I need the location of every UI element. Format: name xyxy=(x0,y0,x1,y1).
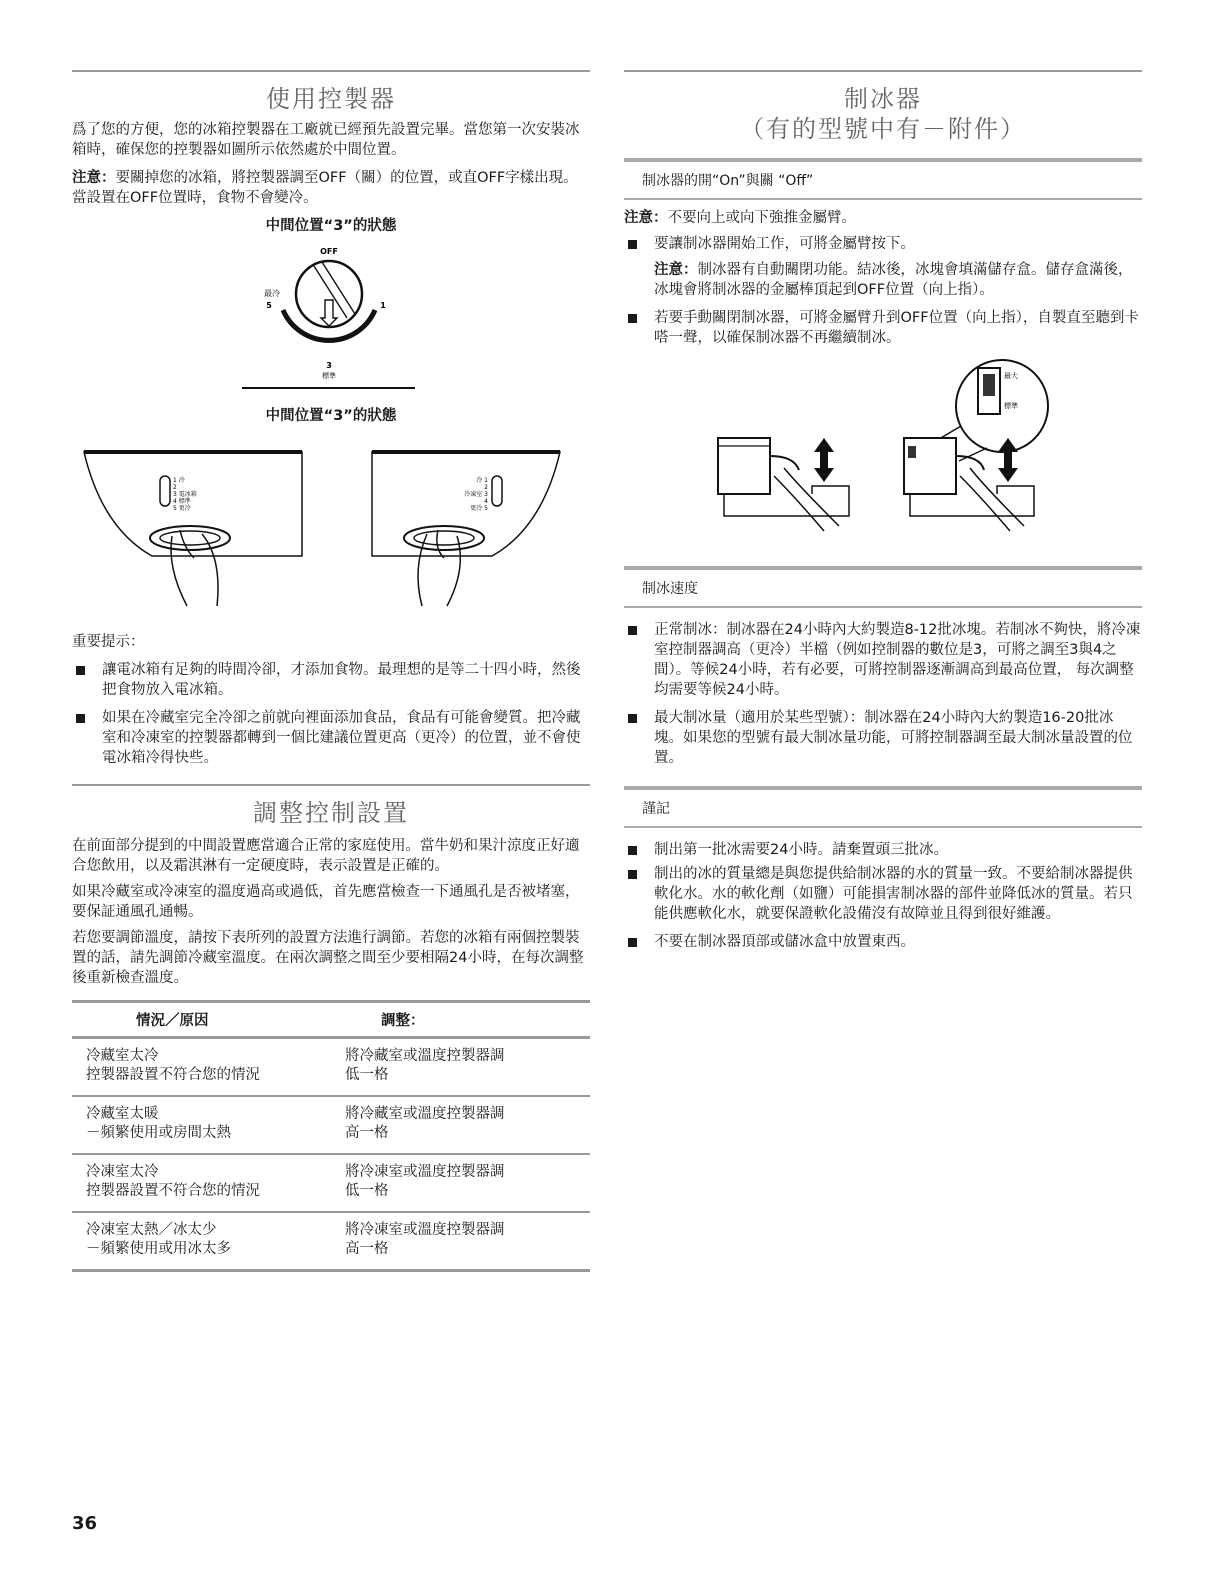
note-text: 制冰器有自動關閉功能。結冰後，冰塊會填滿儲存盒。儲存盒滿後，冰塊會將制冰器的金屬棒頂起到OFF位置（向上指）。 xyxy=(654,262,1133,298)
panel-right-line-4: 4 xyxy=(484,498,488,505)
on-off-item-note xyxy=(654,260,1142,300)
panel-left-line-5: 5 更冷 xyxy=(173,505,191,512)
remember-list xyxy=(624,840,1142,952)
warning-label: 注意： xyxy=(624,210,668,226)
table-cell-adjust: 將冷凍室或溫度控製器調 高一格 xyxy=(331,1212,590,1271)
figure-caption-panel: 中間位置“3”的狀態 xyxy=(265,408,397,424)
subheading-remember: 謹記 xyxy=(624,786,1142,828)
section-title-icemaker: 制冰器 xyxy=(844,85,922,113)
figure-caption-dial: 中間位置“3”的狀態 xyxy=(265,218,397,234)
table-cell-condition: 冷藏室太冷 控製器設置不符合您的情況 xyxy=(72,1038,331,1097)
dial-std-label: 標準 xyxy=(322,372,336,380)
adjust-paragraph: 若您要調節溫度，請按下表所列的設置方法進行調節。若您的冰箱有兩個控製裝置的話，請先調節冷藏室溫度。在兩次調整之間至少要相隔24小時，在每次調整後重新檢查溫度。 xyxy=(72,930,584,986)
section-divider xyxy=(624,70,1142,72)
note-paragraph xyxy=(72,168,590,208)
remember-item: 不要在制冰器頂部或儲冰盒中放置東西。 xyxy=(624,932,1142,952)
panel-right-line-5: 更冷 5 xyxy=(470,505,488,512)
table-cell-condition: 冷藏室太暖 －頻繁使用或房間太熱 xyxy=(72,1096,331,1154)
ice-speed-list xyxy=(624,620,1142,768)
table-row xyxy=(72,1038,590,1097)
dial-five-label: 5 xyxy=(266,301,272,310)
panel-right-line-1: 冷 1 xyxy=(476,477,488,484)
table-header-adjust: 調整： xyxy=(331,1002,590,1038)
on-off-item-text: 要讓制冰器開始工作，可將金屬臂按下。 xyxy=(654,236,915,252)
warning-paragraph xyxy=(624,208,1142,228)
remember-item: 制出的冰的質量總是與您提供給制冰器的水的質量一致。不要給制冰器提供軟化水。水的軟化劑（如鹽）可能損害制冰器的部件並降低冰的質量。若只能供應軟化水，就要保證軟化設備沒有故障並且得到很好維護。 xyxy=(624,864,1142,924)
table-cell-adjust: 將冷藏室或溫度控製器調 低一格 xyxy=(331,1038,590,1097)
adjustment-table xyxy=(72,1000,590,1272)
section-divider xyxy=(72,784,590,786)
section-subtitle-icemaker: （有的型號中有－附件） xyxy=(740,115,1026,143)
table-cell-condition: 冷凍室太冷 控製器設置不符合您的情況 xyxy=(72,1154,331,1212)
panel-left-line-1: 1 冷 xyxy=(173,477,185,484)
right-column xyxy=(624,70,1142,960)
table-row xyxy=(72,1154,590,1212)
icemaker-max-label: 最大 xyxy=(1004,372,1018,380)
section-title-adjust-controls: 調整控制設置 xyxy=(253,799,409,827)
table-cell-condition: 冷凍室太熱／冰太少 －頻繁使用或用冰太多 xyxy=(72,1212,331,1271)
table-row xyxy=(72,1096,590,1154)
control-panel-illustration xyxy=(72,438,590,610)
dial-max-label: 最冷 xyxy=(264,289,280,298)
subheading-ice-speed: 制冰速度 xyxy=(624,566,1142,608)
icemaker-zoom-circle xyxy=(956,360,1048,452)
on-off-item: 若要手動關閉制冰器，可將金屬臂升到OFF位置（向上指），自製直至聽到卡嗒一聲，以確保制冰器不再繼續制冰。 xyxy=(624,308,1142,348)
tip-item: 讓電冰箱有足夠的時間冷卻，才添加食物。最理想的是等二十四小時，然後把食物放入電冰箱。 xyxy=(72,660,590,700)
subheading-on-off: 制冰器的開“On”與關 “Off” xyxy=(624,158,1142,200)
dial-off-label: OFF xyxy=(320,247,338,256)
intro-paragraph: 爲了您的方便，您的冰箱控製器在工廠就已經預先設置完畢。當您第一次安裝冰箱時，確保您的控製器如圖所示依然處於中間位置。 xyxy=(72,122,580,158)
warning-text: 不要向上或向下強推金屬臂。 xyxy=(667,210,856,226)
on-off-item xyxy=(624,234,1142,300)
adjust-paragraph: 在前面部分提到的中間設置應當適合正常的家庭使用。當牛奶和果汁涼度正好適合您飲用，以及霜淇淋有一定硬度時，表示設置是正確的。 xyxy=(72,838,580,874)
remember-item: 制出第一批冰需要24小時。請棄置頭三批冰。 xyxy=(624,840,1142,860)
page-number: 36 xyxy=(72,1513,98,1534)
dial-three-label: 3 xyxy=(326,361,332,370)
icemaker-illustration xyxy=(624,356,1142,546)
note-label: 注意： xyxy=(654,262,698,278)
section-divider xyxy=(72,70,590,72)
tips-heading: 重要提示： xyxy=(72,634,145,650)
table-header-condition: 情況／原因 xyxy=(72,1002,331,1038)
adjust-paragraph: 如果冷藏室或冷凍室的溫度過高或過低，首先應當檢查一下通風孔是否被堵塞，要保証通風孔通暢。 xyxy=(72,884,580,920)
panel-left-line-3: 3 電冰箱 xyxy=(173,491,197,498)
panel-left-line-4: 4 標準 xyxy=(173,498,191,505)
panel-right-line-2: 2 xyxy=(484,484,488,491)
panel-right-line-3: 冷凍室 3 xyxy=(464,491,488,498)
tip-item: 如果在冷藏室完全冷卻之前就向裡面添加食品，食品有可能會變質。把冷藏室和冷凍室的控製器都轉到一個比建議位置更高（更冷）的位置，並不會使電冰箱冷得快些。 xyxy=(72,708,590,768)
icemaker-std-label: 標準 xyxy=(1004,402,1018,410)
table-cell-adjust: 將冷藏室或溫度控製器調 高一格 xyxy=(331,1096,590,1154)
dial-one-label: 1 xyxy=(380,301,386,310)
note-label: 注意： xyxy=(72,170,116,186)
dial-illustration xyxy=(72,238,590,416)
on-off-list xyxy=(624,234,1142,348)
tips-list xyxy=(72,660,590,768)
note-text: 要關掉您的冰箱，將控製器調至OFF（關）的位置，或直OFF字樣出現。當設置在OFF位置時，食物不會變冷。 xyxy=(72,170,578,206)
ice-speed-item: 最大制冰量（適用於某些型號）：制冰器在24小時內大約製造16-20批冰塊。如果您的型號有最大制冰量功能，可將控制器調至最大制冰量設置的位置。 xyxy=(624,708,1142,768)
ice-speed-item: 正常制冰：制冰器在24小時內大約製造8-12批冰塊。若制冰不夠快，將冷凍室控制器調高（更冷）半檔（例如控制器的數位是3，可將之調至3與4之間）。等候24小時，若有必要，可將控制器逐漸調高到最高位置， 每次調整均需要等候24小時。 xyxy=(624,620,1142,700)
table-row xyxy=(72,1212,590,1271)
table-cell-adjust: 將冷凍室或溫度控製器調 低一格 xyxy=(331,1154,590,1212)
left-column xyxy=(72,70,590,1272)
panel-left-line-2: 2 xyxy=(173,484,177,491)
table-header-row xyxy=(72,1002,590,1038)
section-title-using-controls: 使用控製器 xyxy=(266,85,396,113)
